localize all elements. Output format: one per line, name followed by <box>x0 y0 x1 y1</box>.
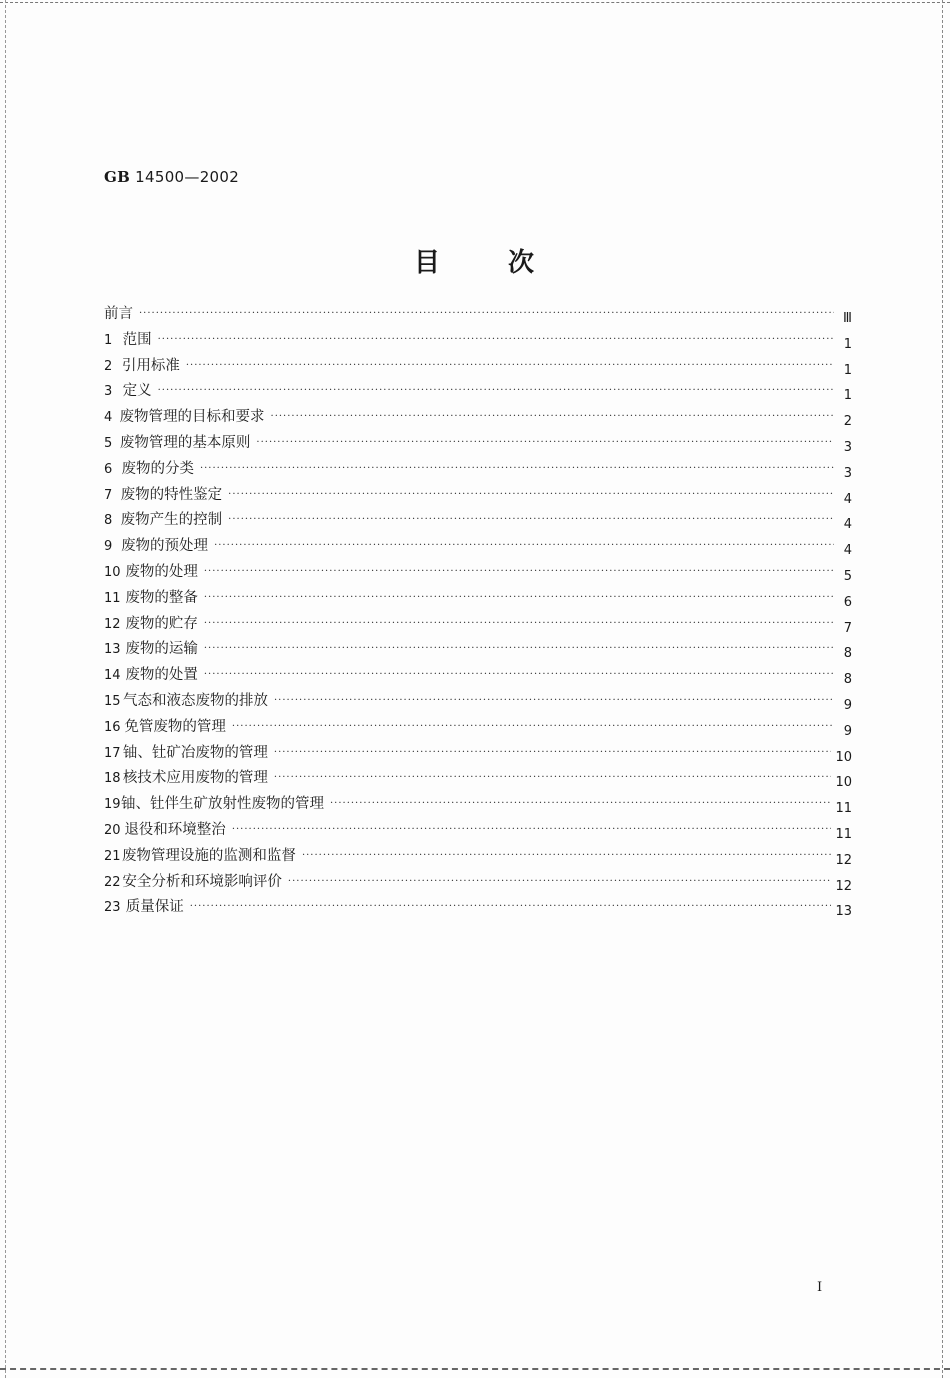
toc-entry-page: 10 <box>835 775 852 791</box>
toc-leader-dots <box>256 437 834 448</box>
toc-entry-label: 前言 <box>104 306 133 322</box>
toc-leader-dots <box>204 592 834 603</box>
standard-number: 14500—2002 <box>135 168 240 186</box>
toc-entry[interactable] <box>104 792 852 818</box>
toc-entry[interactable] <box>104 354 852 380</box>
scan-edge-left <box>5 0 6 1378</box>
toc-entry-label: 废物的贮存 <box>125 615 198 632</box>
toc-entry-page: Ⅲ <box>843 311 852 326</box>
toc-entry[interactable] <box>104 379 852 405</box>
toc-entry-number: 10 <box>104 564 121 580</box>
toc-entry-number: 14 <box>104 668 121 684</box>
toc-entry-label: 核技术应用废物的管理 <box>122 770 268 787</box>
toc-leader-dots <box>302 850 832 861</box>
toc-entry-label: 气态和液态废物的排放 <box>122 692 268 709</box>
toc-entry-page: 4 <box>843 543 852 559</box>
toc-entry-page: 9 <box>843 697 852 713</box>
toc-entry-label: 废物的处置 <box>125 667 198 684</box>
toc-entry-number: 20 <box>104 822 121 838</box>
toc-entry-number: 23 <box>104 900 121 916</box>
toc-leader-dots <box>214 540 834 551</box>
toc-leader-dots <box>204 669 834 680</box>
toc-entry-label: 废物的整备 <box>125 589 198 606</box>
toc-entry-page: 11 <box>835 801 852 817</box>
toc-leader-dots <box>204 643 834 654</box>
toc-entry[interactable] <box>104 715 852 741</box>
toc-entry[interactable] <box>104 534 852 560</box>
toc-title: 目次 <box>414 248 603 278</box>
toc-entry-label: 废物管理设施的监测和监督 <box>121 847 296 864</box>
toc-leader-dots <box>271 411 834 422</box>
toc-entry-page: 8 <box>843 646 852 662</box>
toc-entry-page: 3 <box>843 465 852 481</box>
toc-entry[interactable] <box>104 612 852 638</box>
toc-entry-label: 废物产生的控制 <box>120 512 223 529</box>
toc-entry-label: 引用标准 <box>121 357 180 374</box>
toc-entry-number: 3 <box>104 384 113 400</box>
toc-entry-number: 1 <box>104 332 113 348</box>
toc-entry-number: 12 <box>104 616 121 632</box>
toc-leader-dots <box>274 772 832 783</box>
toc-leader-dots <box>186 360 834 371</box>
toc-entry[interactable] <box>104 328 852 354</box>
toc-entry-label: 铀、钍伴生矿放射性废物的管理 <box>120 796 324 813</box>
standard-code <box>104 168 239 186</box>
toc-leader-dots <box>232 721 834 732</box>
toc-entry[interactable] <box>104 741 852 767</box>
toc-entry[interactable] <box>104 689 852 715</box>
toc-leader-dots <box>204 566 834 577</box>
toc-entry[interactable] <box>104 844 852 870</box>
toc-entry-label: 废物的运输 <box>125 641 198 658</box>
toc-entry-page: 1 <box>843 388 852 404</box>
toc-entry-page: 12 <box>835 878 852 894</box>
toc-entry-number: 11 <box>104 590 121 606</box>
toc-entry-page: 11 <box>835 826 852 842</box>
toc-entry-label: 废物的分类 <box>121 460 194 477</box>
toc-entry[interactable] <box>104 457 852 483</box>
standard-prefix: GB <box>104 168 131 186</box>
toc-entry[interactable] <box>104 508 852 534</box>
toc-entry-number: 17 <box>104 745 121 761</box>
toc-leader-dots <box>200 463 834 474</box>
toc-entry-page: 1 <box>843 336 852 352</box>
toc-entry[interactable] <box>104 586 852 612</box>
toc-leader-dots <box>330 798 831 809</box>
toc-entry-number: 9 <box>104 539 113 555</box>
page-number: I <box>817 1280 823 1295</box>
toc-entry-number: 6 <box>104 461 113 477</box>
toc-entry[interactable] <box>104 766 852 792</box>
toc-entry-page: 8 <box>843 672 852 688</box>
toc-entry[interactable] <box>104 405 852 431</box>
toc-leader-dots <box>204 618 834 629</box>
toc-entry-label: 质量保证 <box>125 899 184 916</box>
toc-entry[interactable] <box>104 431 852 457</box>
toc-entry-number: 5 <box>104 435 113 451</box>
toc-entry-label: 安全分析和环境影响评价 <box>122 873 282 890</box>
toc-entry-number: 7 <box>104 487 113 503</box>
toc-entry-page: 2 <box>843 414 852 430</box>
toc-entry-label: 废物的处理 <box>125 563 198 580</box>
toc-leader-dots <box>232 824 832 835</box>
toc-leader-dots <box>158 334 834 345</box>
toc-entry-label: 废物管理的基本原则 <box>119 434 251 451</box>
toc-entry-number: 2 <box>104 358 113 374</box>
toc-entry[interactable] <box>104 870 852 896</box>
toc-entry-label: 退役和环境整治 <box>124 821 226 838</box>
toc-entry-page: 1 <box>843 362 852 378</box>
toc-entry[interactable] <box>104 483 852 509</box>
toc-entry-label: 定义 <box>122 383 152 400</box>
toc-entry-number: 8 <box>104 513 113 529</box>
toc-leader-dots <box>228 489 834 500</box>
toc-entry-page: 12 <box>835 852 852 868</box>
toc-entry-label: 废物的预处理 <box>121 538 209 555</box>
toc-leader-dots <box>274 747 832 758</box>
toc-entry-page: 5 <box>843 568 852 584</box>
toc-entry-number: 13 <box>104 642 121 658</box>
toc-leader-dots <box>158 385 834 396</box>
toc-leader-dots <box>288 876 832 887</box>
toc-entry-number: 15 <box>104 693 121 709</box>
toc-leader-dots <box>139 308 834 319</box>
toc-entry-number: 19 <box>104 797 121 813</box>
toc-entry[interactable] <box>104 637 852 663</box>
scan-edge-bottom <box>0 1368 950 1370</box>
toc-entry-page: 4 <box>843 491 852 507</box>
toc-entry-page: 10 <box>835 749 852 765</box>
scan-edge-right <box>942 0 943 1378</box>
toc-leader-dots <box>190 901 832 912</box>
toc-entry[interactable] <box>104 818 852 844</box>
toc-entry-number: 4 <box>104 410 113 426</box>
toc-entry[interactable] <box>104 302 852 328</box>
toc-entry-page: 4 <box>843 517 852 533</box>
toc-entry-label: 废物的特性鉴定 <box>120 486 223 503</box>
toc-entry[interactable] <box>104 895 852 921</box>
toc-leader-dots <box>228 514 834 525</box>
toc-entry-label: 免管废物的管理 <box>124 718 226 735</box>
toc-entry-page: 9 <box>843 723 852 739</box>
toc-entry-label: 铀、钍矿冶废物的管理 <box>122 744 268 761</box>
toc-entry-number: 16 <box>104 719 121 735</box>
toc-leader-dots <box>274 695 834 706</box>
table-of-contents <box>104 302 852 921</box>
toc-entry-number: 22 <box>104 874 121 890</box>
toc-entry-page: 3 <box>843 439 852 455</box>
toc-entry-label: 范围 <box>122 331 152 348</box>
toc-entry-number: 21 <box>104 848 121 864</box>
scan-edge-top <box>0 2 950 3</box>
toc-entry[interactable] <box>104 560 852 586</box>
toc-entry-page: 13 <box>835 904 852 920</box>
toc-entry-page: 6 <box>843 594 852 610</box>
toc-entry[interactable] <box>104 663 852 689</box>
toc-entry-number: 18 <box>104 771 121 787</box>
toc-entry-label: 废物管理的目标和要求 <box>119 409 265 426</box>
toc-entry-page: 7 <box>843 620 852 636</box>
